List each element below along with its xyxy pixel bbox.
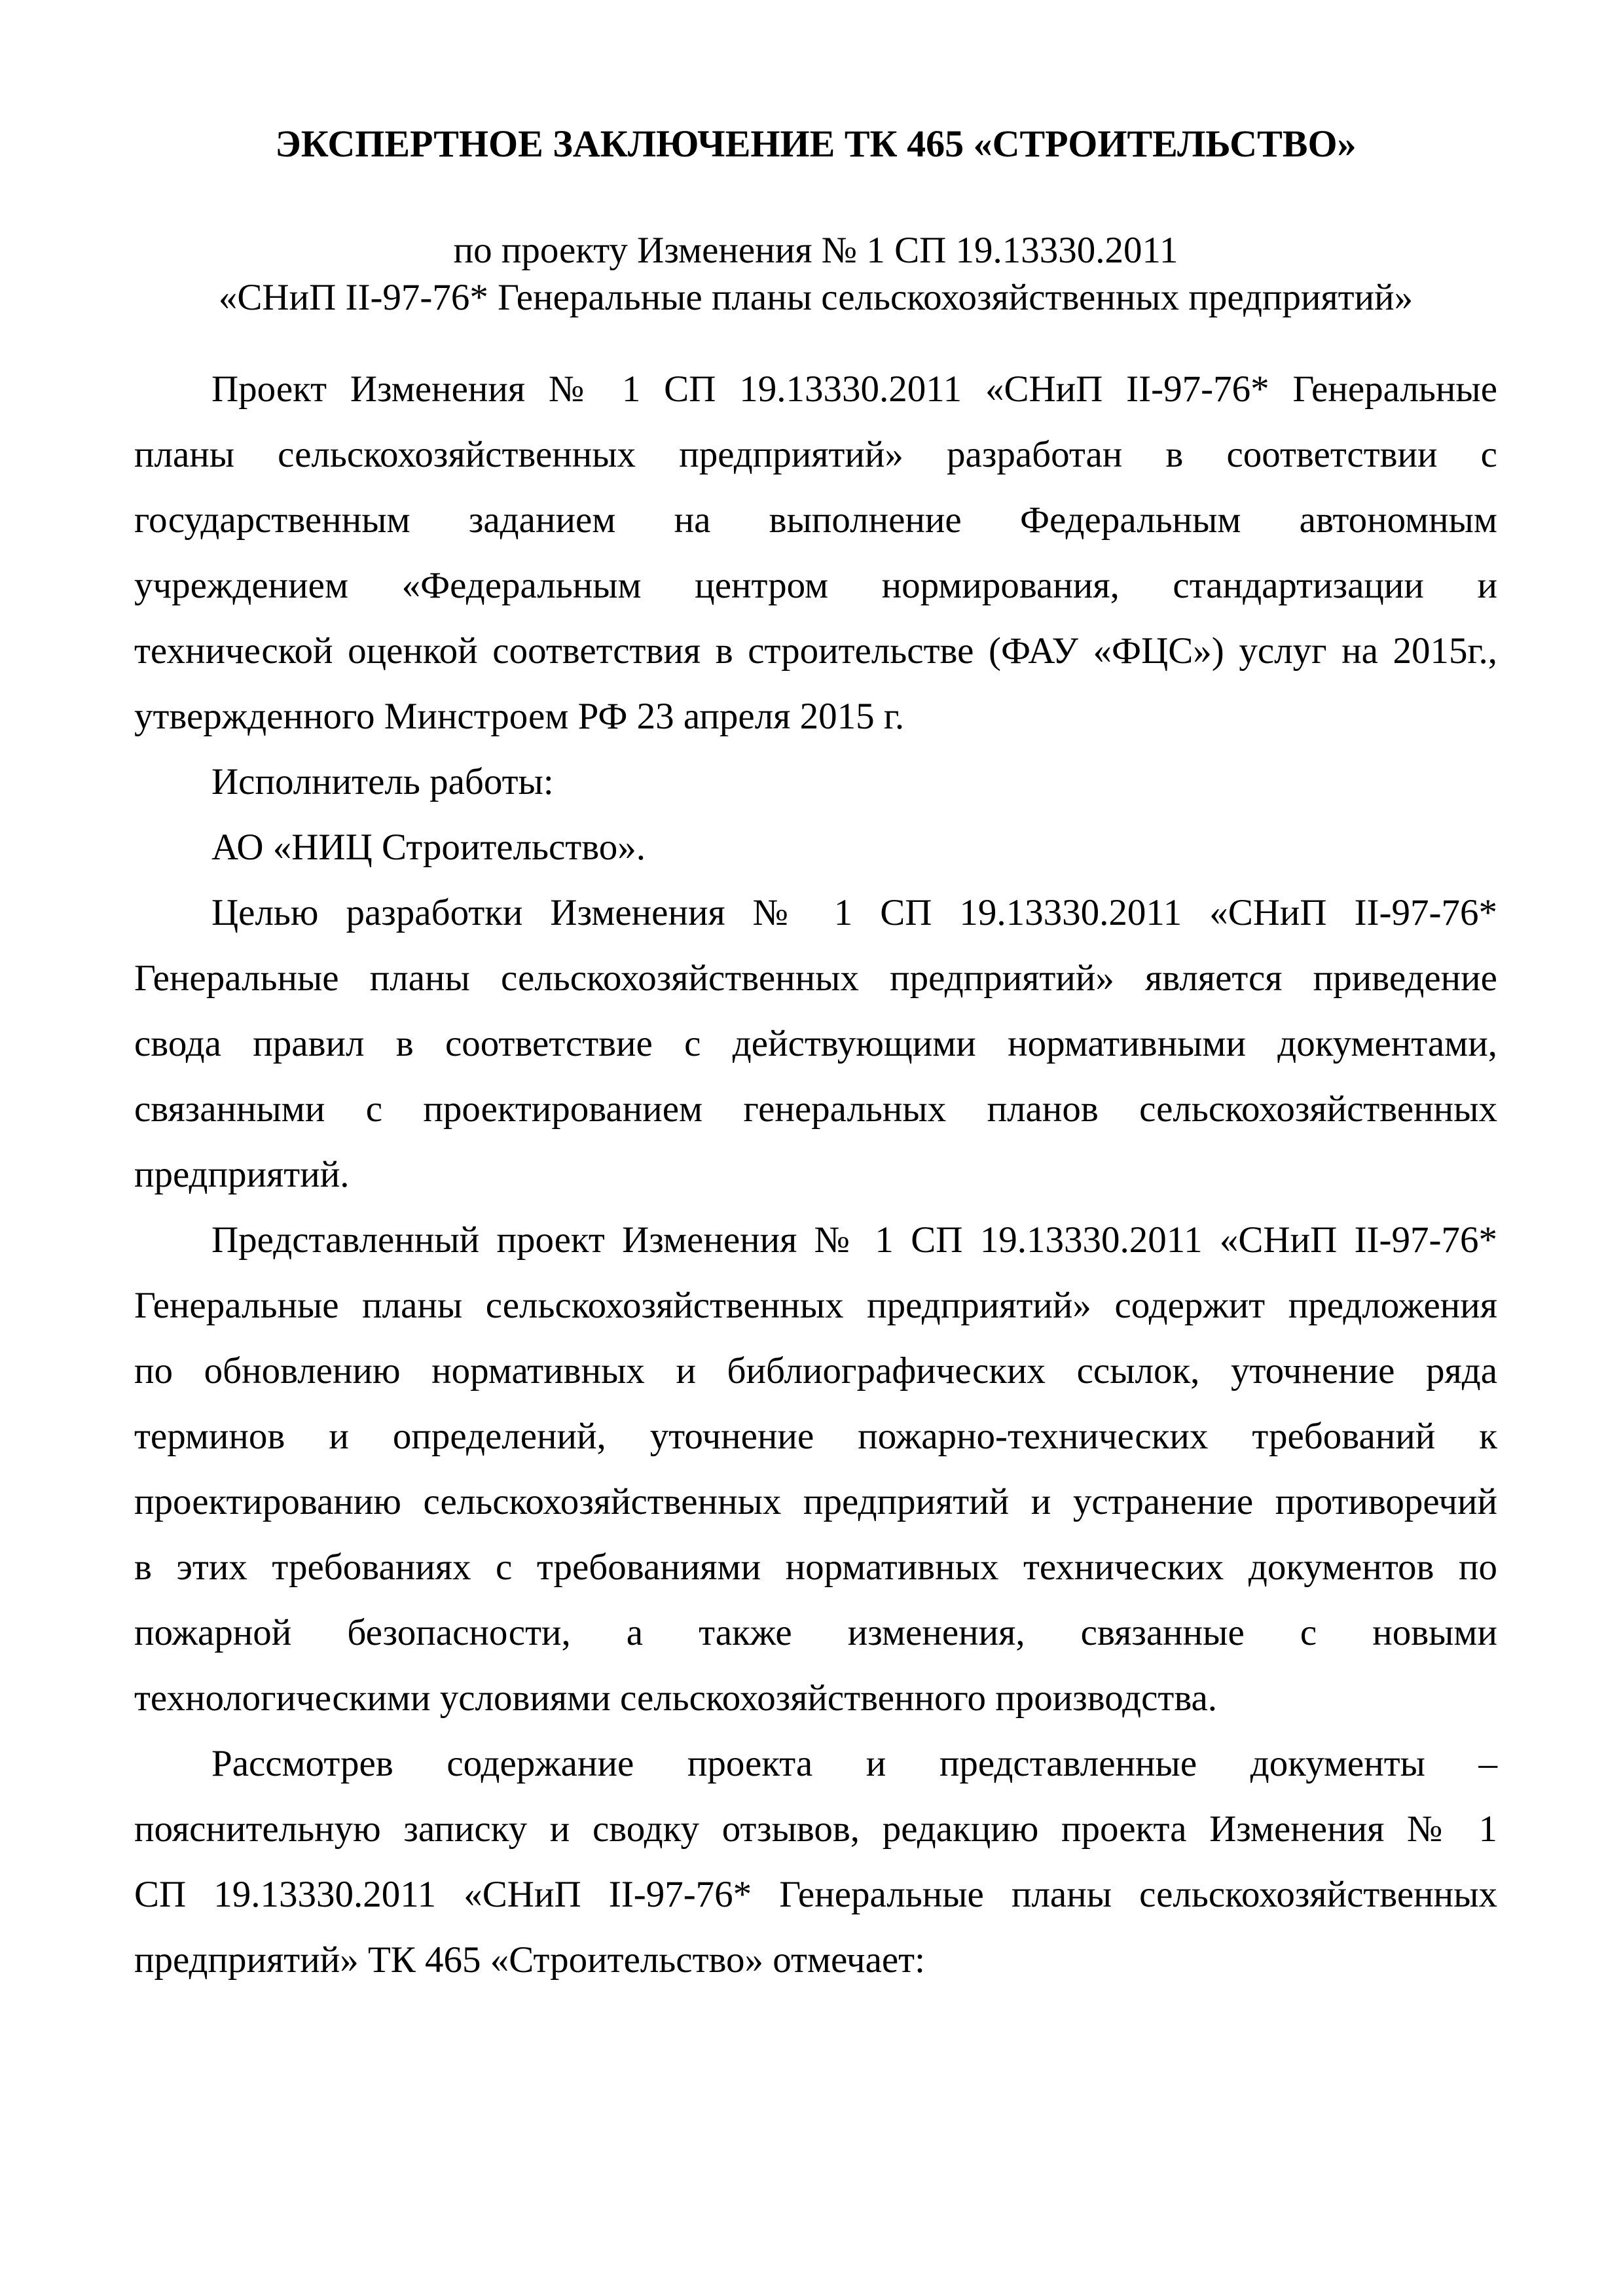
text-line: предприятий. xyxy=(134,1154,350,1195)
text-line: Представленный проект Изменения № 1 СП 19.13330.2011 «СНиП II-97-76* xyxy=(211,1219,1497,1261)
text-line: пожарной безопасности, а также изменения, связанные с новыми xyxy=(134,1612,1497,1653)
text-line: технической оценкой соответствия в строительстве (ФАУ «ФЦС») услуг на 2015г., xyxy=(134,630,1497,672)
text-line: проектированию сельскохозяйственных предприятий и устранение противоречий xyxy=(134,1481,1497,1522)
text-line: Генеральные планы сельскохозяйственных предприятий» является приведение xyxy=(134,958,1497,999)
document-title: ЭКСПЕРТНОЕ ЗАКЛЮЧЕНИЕ ТК 465 «СТРОИТЕЛЬСТВО» xyxy=(275,122,1357,165)
text-line: Проект Изменения № 1 СП 19.13330.2011 «СНиП II-97-76* Генеральные xyxy=(211,368,1497,410)
text-line: терминов и определений, уточнение пожарно-технических требований к xyxy=(134,1416,1497,1457)
text-line: Генеральные планы сельскохозяйственных предприятий» содержит предложения xyxy=(134,1285,1497,1326)
text-line: Целью разработки Изменения № 1 СП 19.13330.2011 «СНиП II-97-76* xyxy=(211,892,1497,933)
text-line: учреждением «Федеральным центром нормирования, стандартизации и xyxy=(134,565,1497,606)
document-body xyxy=(134,357,1497,1993)
text-line: планы сельскохозяйственных предприятий» разработан в соответствии с xyxy=(134,434,1497,475)
text-line: связанными с проектированием генеральных планов сельскохозяйственных xyxy=(134,1088,1497,1130)
text-line: по обновлению нормативных и библиографических ссылок, уточнение ряда xyxy=(134,1350,1497,1391)
document-content xyxy=(134,0,1497,1993)
text-line: АО «НИЦ Строительство». xyxy=(211,827,646,868)
document-subtitle-line1: по проекту Изменения № 1 СП 19.13330.2011 xyxy=(453,230,1178,271)
document-subtitle-line2: «СНиП II-97-76* Генеральные планы сельскохозяйственных предприятий» xyxy=(218,277,1413,318)
text-line: пояснительную записку и сводку отзывов, редакцию проекта Изменения № 1 xyxy=(134,1808,1497,1850)
text-line: в этих требованиях с требованиями нормативных технических документов по xyxy=(134,1547,1497,1588)
text-line: утвержденного Минстроем РФ 23 апреля 2015 г. xyxy=(134,696,905,737)
text-line: свода правил в соответствие с действующими нормативными документами, xyxy=(134,1023,1497,1064)
text-line: технологическими условиями сельскохозяйственного производства. xyxy=(134,1677,1218,1719)
text-line: Рассмотрев содержание проекта и представленные документы – xyxy=(211,1743,1497,1784)
text-line: предприятий» ТК 465 «Строительство» отмечает: xyxy=(134,1939,925,1981)
text-line: СП 19.13330.2011 «СНиП II-97-76* Генеральные планы сельскохозяйственных xyxy=(134,1874,1497,1915)
text-line: Исполнитель работы: xyxy=(211,761,554,802)
text-line: государственным заданием на выполнение Федеральным автономным xyxy=(134,499,1497,541)
